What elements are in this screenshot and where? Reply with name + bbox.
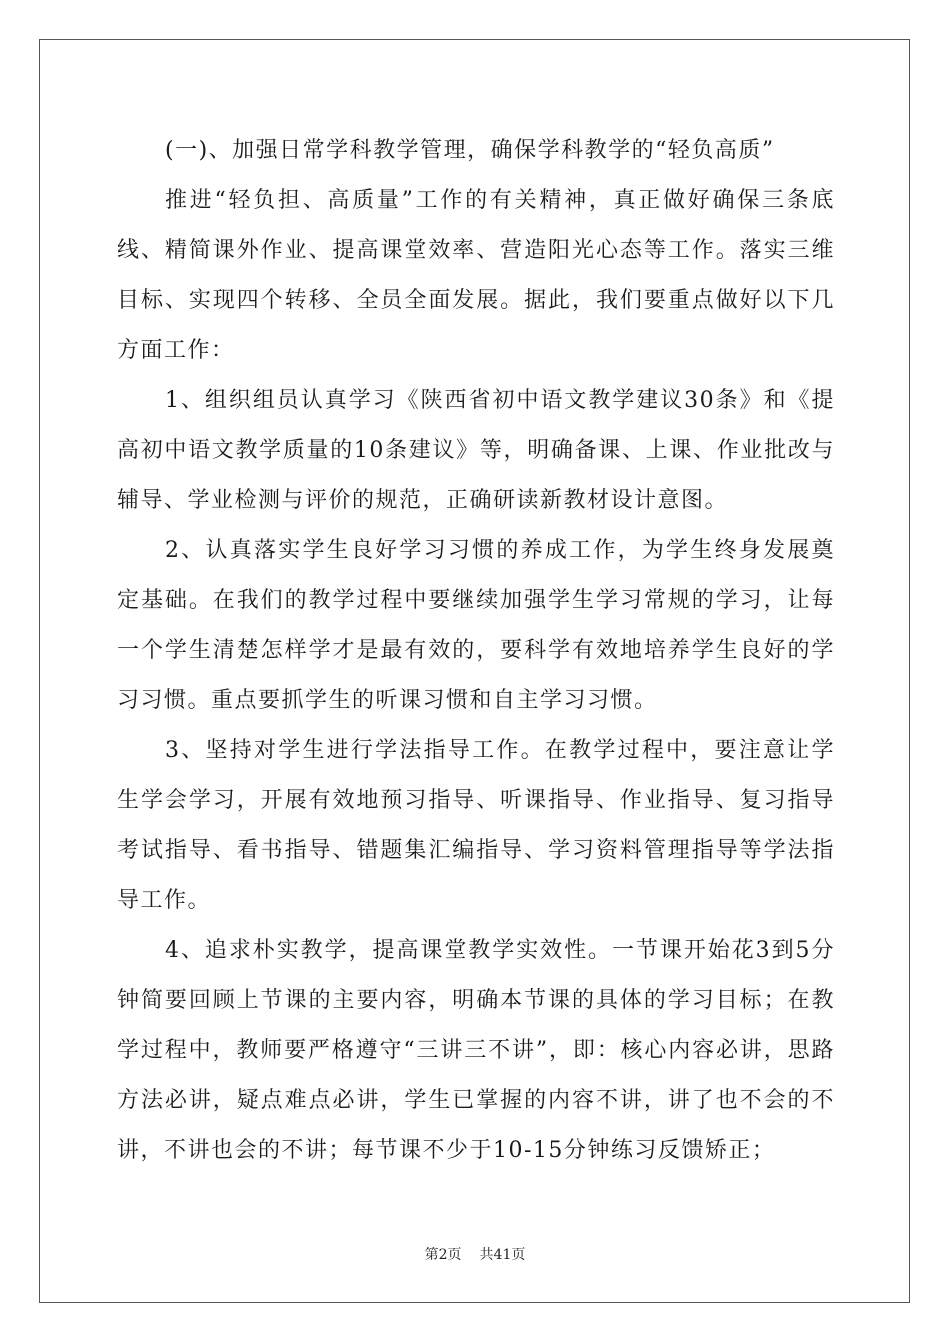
item-3-paragraph: 3、坚持对学生进行学法指导工作。在教学过程中，要注意让学生学会学习，开展有效地预习指导、听课指导、作业指导、复习指导考试指导、看书指导、错题集汇编指导、学习资料管理指导等学法指导工作。 [117,738,835,913]
intro-paragraph: 推进“轻负担、高质量”工作的有关精神，真正做好确保三条底线、精简课外作业、提高课堂效率、营造阳光心态等工作。落实三维目标、实现四个转移、全员全面发展。据此，我们要重点做好以下几方面工作： [117,188,835,363]
section-heading: (一)、加强日常学科教学管理，确保学科教学的“轻负高质” [165,138,775,163]
item-2-paragraph: 2、认真落实学生良好学习习惯的养成工作，为学生终身发展奠定基础。在我们的教学过程中要继续加强学生学习常规的学习，让每一个学生清楚怎样学才是最有效的，要科学有效地培养学生良好的学习习惯。重点要抓学生的听课习惯和自主学习习惯。 [117,538,835,713]
page-number: 第2页 [424,1247,462,1263]
page-total: 共41页 [479,1247,526,1263]
item-4-paragraph: 4、追求朴实教学，提高课堂教学实效性。一节课开始花3到5分钟简要回顾上节课的主要内容，明确本节课的具体的学习目标；在教学过程中，教师要严格遵守“三讲三不讲”，即：核心内容必讲，思路方法必讲，疑点难点必讲，学生已掌握的内容不讲，讲了也不会的不讲，不讲也会的不讲；每节课不少于10-15分钟练习反馈矫正； [117,938,835,1163]
document-body [117,126,835,1176]
page-footer [0,1244,950,1264]
item-1-paragraph: 1、组织组员认真学习《陕西省初中语文教学建议30条》和《提高初中语文教学质量的10条建议》等，明确备课、上课、作业批改与辅导、学业检测与评价的规范，正确研读新教材设计意图。 [117,388,835,513]
